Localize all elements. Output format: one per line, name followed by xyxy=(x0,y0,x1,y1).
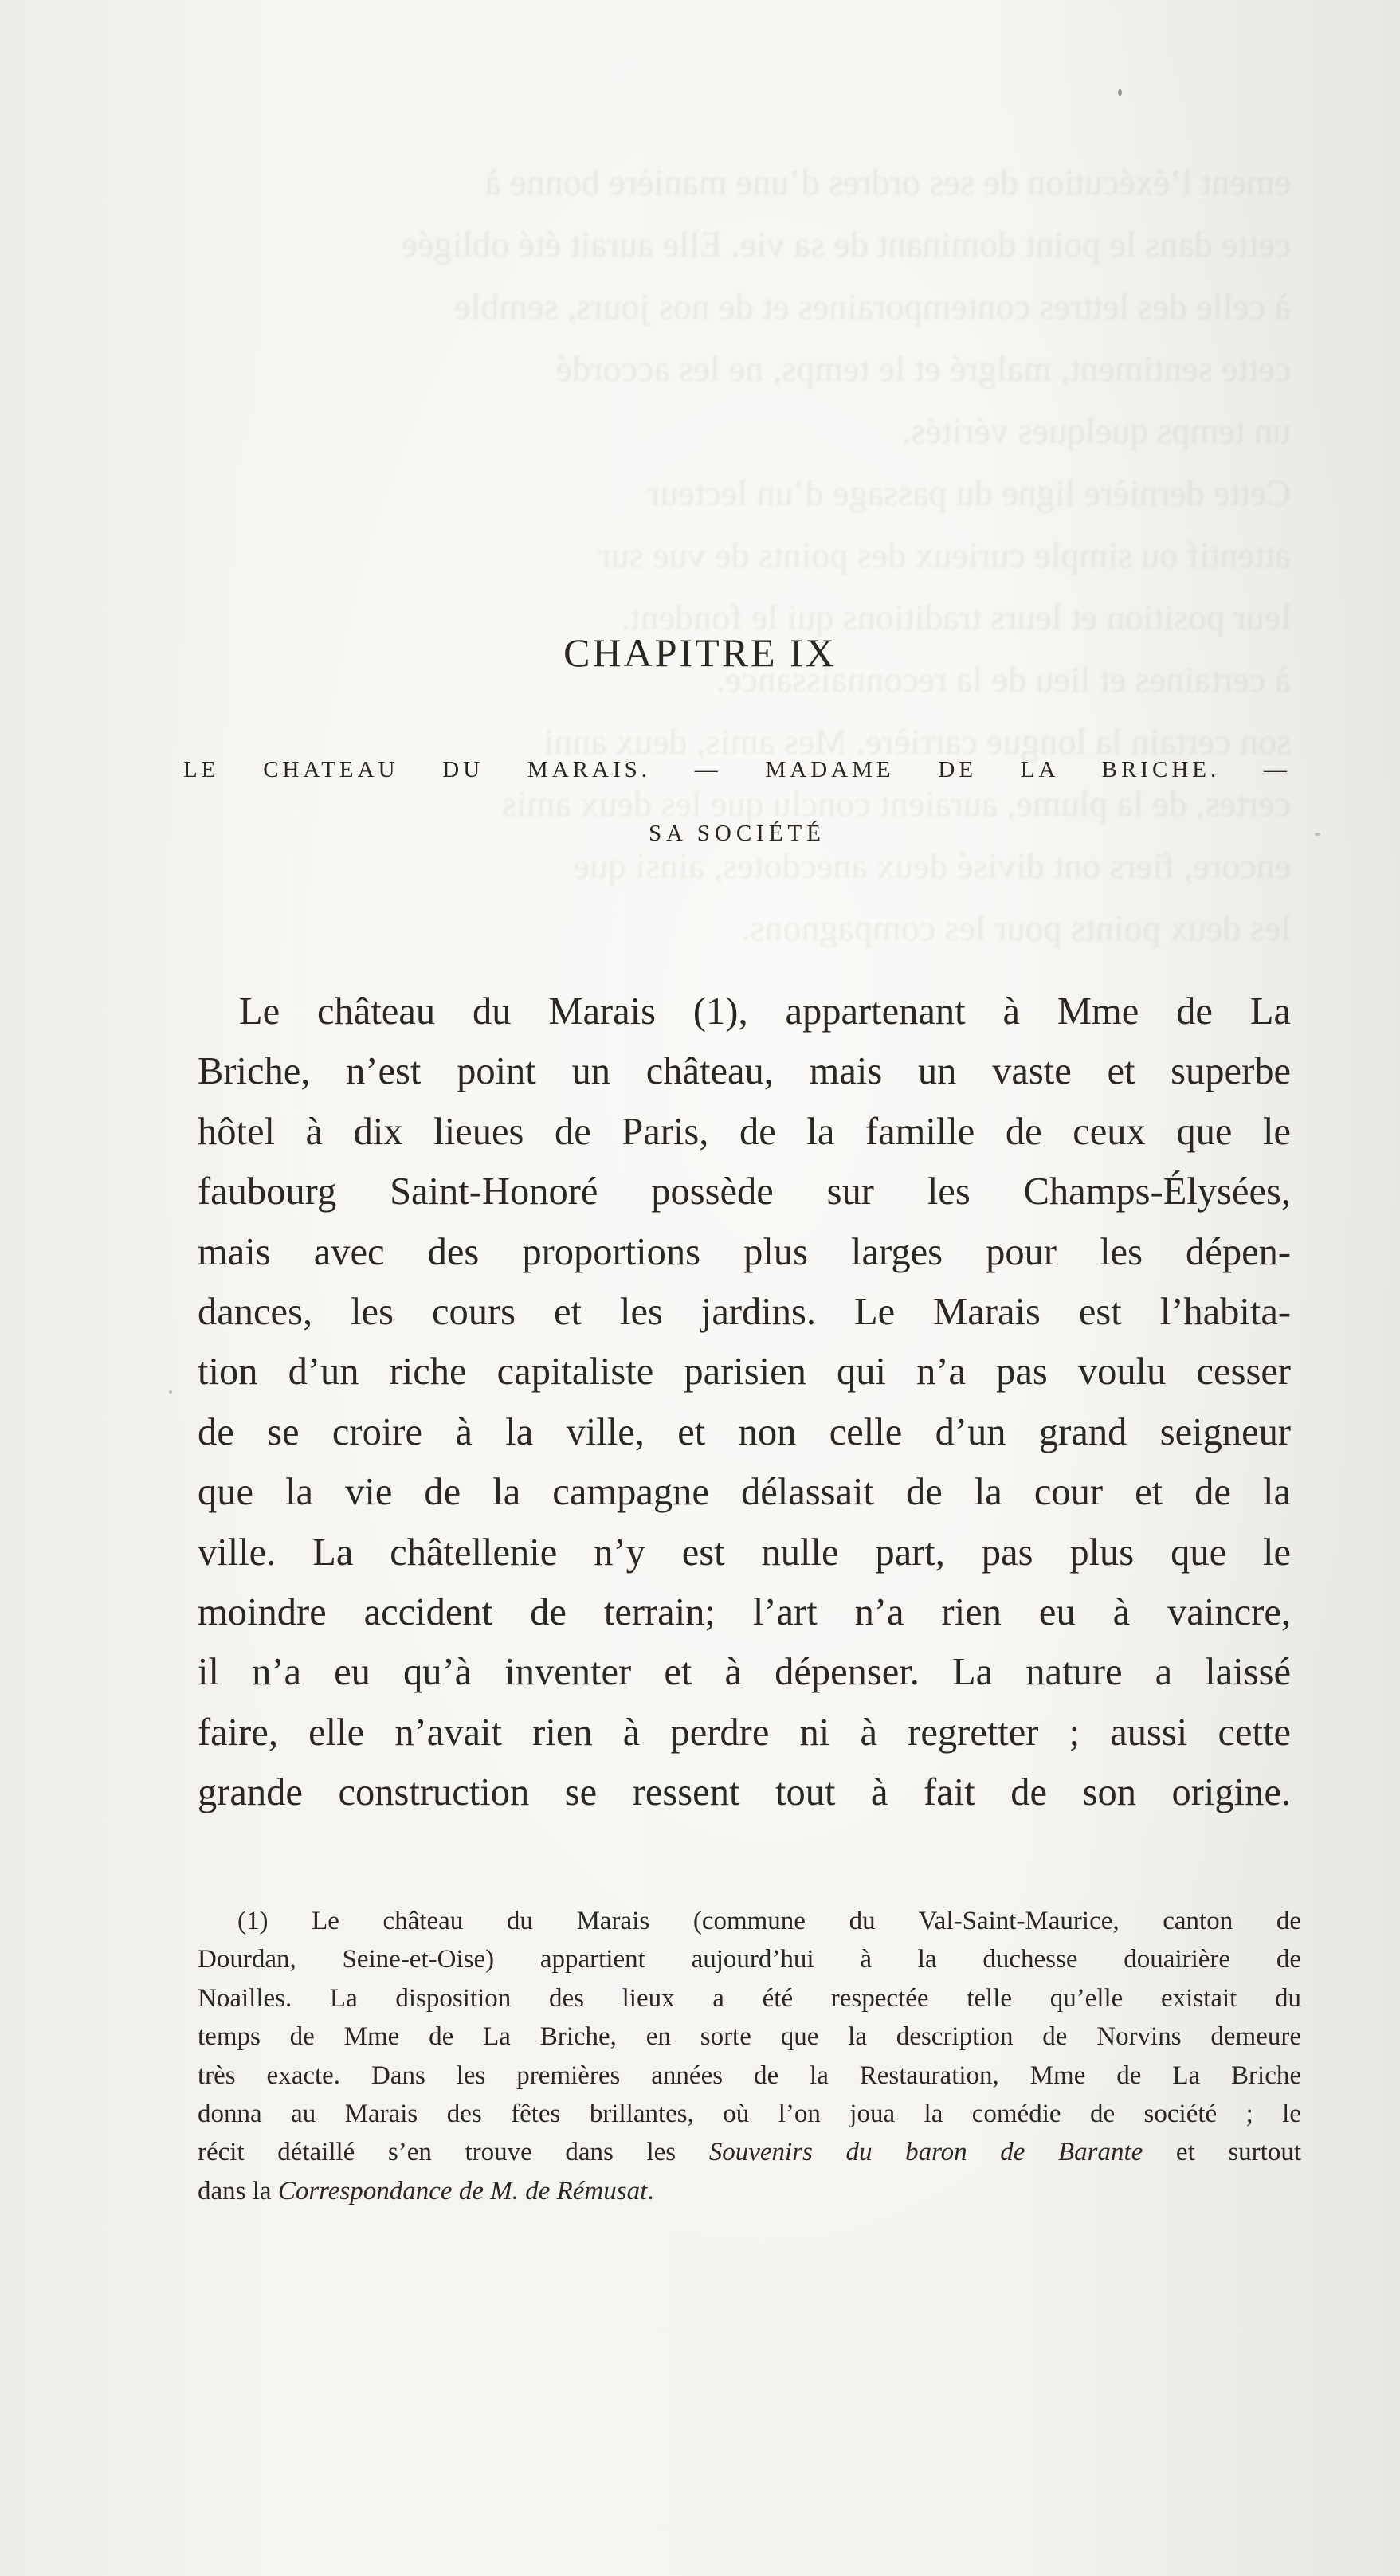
body-line: faire, elle n’avait rien à perdre ni à regretter ; aussi cette xyxy=(198,1711,1291,1754)
chapter-subtitle-line-1: LE CHATEAU DU MARAIS. — MADAME DE LA BRICHE. — xyxy=(183,757,1291,782)
body-line: dances, les cours et les jardins. Le Marais est l’habita- xyxy=(198,1291,1291,1334)
footnote-line: Dourdan, Seine-et-Oise) appartient aujourd’hui à la duchesse douairière de xyxy=(198,1945,1301,1974)
footnote-text: . xyxy=(647,2176,654,2205)
body-line: moindre accident de terrain; l’art n’a rien eu à vaincre, xyxy=(198,1591,1291,1634)
body-line: de se croire à la ville, et non celle d’un grand seigneur xyxy=(198,1410,1291,1453)
footnote-book-title: Souvenirs du baron de Barante xyxy=(708,2138,1143,2167)
body-line: hôtel à dix lieues de Paris, de la famille de ceux que le xyxy=(198,1110,1291,1153)
footnote-text: dans la xyxy=(198,2176,278,2205)
body-line: faubourg Saint-Honoré possède sur les Champs-Élysées, xyxy=(198,1170,1291,1214)
show-through-texture: ement l’éxécution de ses ordres d’une manière bonne à cette dans le point dominant de sa vie. Elle aurait été obligée à celle des lettres contemporaines et de nos jours, semble cette sentiment, malgré et le temps, ne les accordé un temps quelques vérités. Cette dernière ligne du passage d’un lecteur attentif ou simple curieux des points de vue sur leur position et leurs traditions qui le fondent. à certaines et lieu de la reconnaissance. son certain la longue carrière. Mes amis, deux anni certes, de la plume, auraient conclu que les deux amis encore, fiers ont divisé deux anecdotes, ainsi que les deux points pour les compagnons. xyxy=(401,162,1291,948)
paper-speck xyxy=(1118,89,1122,96)
footnote-line: Noailles. La disposition des lieux a été respectée telle qu’elle existait du xyxy=(198,1983,1301,2013)
footnote-book-title: Correspondance de M. de Rémusat xyxy=(277,2176,648,2205)
footnote-line xyxy=(198,2133,1301,2171)
body-paragraph xyxy=(198,982,1291,1823)
footnote-line: temps de Mme de La Briche, en sorte que la description de Norvins demeure xyxy=(198,2022,1301,2052)
body-line: tion d’un riche capitaliste parisien qui n’a pas voulu cesser xyxy=(198,1351,1291,1394)
body-line: grande construction se ressent tout à fait de son origine. xyxy=(198,1771,1291,1814)
chapter-subtitle-line-2: SA SOCIÉTÉ xyxy=(649,821,825,846)
chapter-title: CHAPITRE IX xyxy=(563,630,837,675)
footnote-line: (1) Le château du Marais (commune du Val-Saint-Maurice, canton de xyxy=(237,1907,1301,1935)
body-line: ville. La châtellenie n’y est nulle part, pas plus que le xyxy=(198,1531,1291,1574)
paper-speck xyxy=(1315,833,1320,836)
body-line: Le château du Marais (1), appartenant à Mme de La xyxy=(239,990,1291,1033)
body-line: il n’a eu qu’à inventer et à dépenser. La nature a laissé xyxy=(198,1651,1291,1694)
footnote-line: très exacte. Dans les premières années de la Restauration, Mme de La Briche xyxy=(198,2060,1301,2090)
footnote-line: donna au Marais des fêtes brillantes, où l’on joua la comédie de société ; le xyxy=(198,2100,1301,2129)
body-line: que la vie de la campagne délassait de la cour et de la xyxy=(198,1471,1291,1514)
footnote-text: et surtout xyxy=(1143,2138,1302,2167)
footnote-line xyxy=(198,2172,1301,2210)
footnote xyxy=(198,1902,1301,2210)
paper-speck xyxy=(169,1390,172,1394)
body-line: Briche, n’est point un château, mais un vaste et superbe xyxy=(198,1050,1291,1093)
footnote-text: récit détaillé s’en trouve dans les xyxy=(198,2138,709,2167)
body-line: mais avec des proportions plus larges pour les dépen- xyxy=(198,1230,1291,1273)
